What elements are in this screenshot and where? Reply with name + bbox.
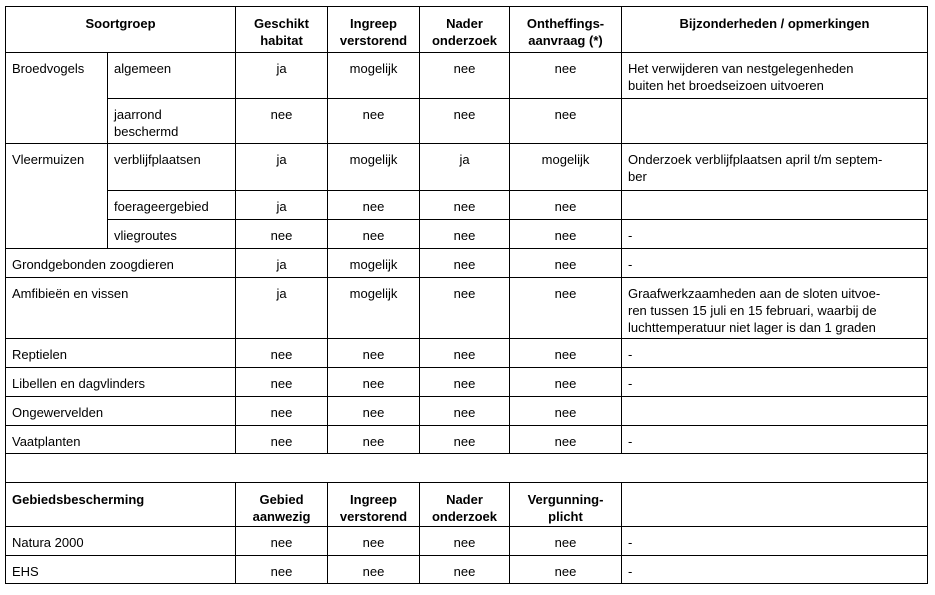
species-protection-table: [5, 6, 928, 584]
intervention-cell: mogelijk: [328, 278, 420, 339]
table-row: [6, 339, 928, 368]
group-cell: Libellen en dagvlinders: [6, 368, 236, 397]
spacer-cell: [6, 454, 928, 483]
remarks-cell: -: [622, 339, 928, 368]
header-habitat: Geschikt habitat: [236, 7, 328, 53]
habitat-cell: ja: [236, 278, 328, 339]
intervention-cell: nee: [328, 527, 420, 556]
remarks-cell: -: [622, 368, 928, 397]
table-row: [6, 53, 928, 99]
header-soortgroep: Soortgroep: [6, 7, 236, 53]
intervention-cell: nee: [328, 426, 420, 454]
remarks-cell: -: [622, 527, 928, 556]
exemption-cell: nee: [510, 278, 622, 339]
table-row: [6, 368, 928, 397]
research-cell: nee: [420, 191, 510, 220]
research-cell: nee: [420, 278, 510, 339]
habitat-cell: nee: [236, 397, 328, 426]
habitat-cell: nee: [236, 339, 328, 368]
group-cell: Ongewervelden: [6, 397, 236, 426]
group-cell: Broedvogels: [6, 53, 108, 144]
table-row: [6, 99, 928, 144]
exemption-cell: nee: [510, 368, 622, 397]
intervention-cell: mogelijk: [328, 249, 420, 278]
habitat-cell: ja: [236, 191, 328, 220]
header-gebiedsbescherming: Gebiedsbescherming: [6, 483, 236, 527]
habitat-cell: nee: [236, 220, 328, 249]
subgroup-cell: vliegroutes: [108, 220, 236, 249]
research-cell: nee: [420, 527, 510, 556]
intervention-cell: mogelijk: [328, 53, 420, 99]
research-cell: nee: [420, 53, 510, 99]
intervention-cell: nee: [328, 339, 420, 368]
intervention-cell: nee: [328, 368, 420, 397]
group-cell: Vaatplanten: [6, 426, 236, 454]
research-cell: ja: [420, 144, 510, 191]
group-cell: Amfibieën en vissen: [6, 278, 236, 339]
exemption-cell: nee: [510, 99, 622, 144]
spacer-row: [6, 454, 928, 483]
permit-cell: nee: [510, 527, 622, 556]
habitat-cell: nee: [236, 99, 328, 144]
research-cell: nee: [420, 339, 510, 368]
research-cell: nee: [420, 249, 510, 278]
intervention-cell: nee: [328, 556, 420, 584]
remarks-cell: [622, 191, 928, 220]
habitat-cell: ja: [236, 144, 328, 191]
table-row: [6, 527, 928, 556]
intervention-cell: mogelijk: [328, 144, 420, 191]
header-exemption: Ontheffings- aanvraag (*): [510, 7, 622, 53]
present-cell: nee: [236, 527, 328, 556]
exemption-cell: nee: [510, 339, 622, 368]
remarks-cell: -: [622, 220, 928, 249]
habitat-cell: ja: [236, 53, 328, 99]
remarks-cell: -: [622, 556, 928, 584]
exemption-cell: nee: [510, 426, 622, 454]
table-row: [6, 426, 928, 454]
intervention-cell: nee: [328, 191, 420, 220]
header-area-intervention: Ingreep verstorend: [328, 483, 420, 527]
table-row: [6, 220, 928, 249]
area-header-row: [6, 483, 928, 527]
remarks-cell: [622, 397, 928, 426]
header-intervention: Ingreep verstorend: [328, 7, 420, 53]
group-cell: EHS: [6, 556, 236, 584]
habitat-cell: ja: [236, 249, 328, 278]
group-cell: Reptielen: [6, 339, 236, 368]
exemption-cell: nee: [510, 249, 622, 278]
intervention-cell: nee: [328, 220, 420, 249]
research-cell: nee: [420, 368, 510, 397]
exemption-cell: nee: [510, 191, 622, 220]
research-cell: nee: [420, 556, 510, 584]
group-cell: Grondgebonden zoogdieren: [6, 249, 236, 278]
research-cell: nee: [420, 426, 510, 454]
research-cell: nee: [420, 397, 510, 426]
header-remarks: Bijzonderheden / opmerkingen: [622, 7, 928, 53]
intervention-cell: nee: [328, 99, 420, 144]
exemption-cell: mogelijk: [510, 144, 622, 191]
subgroup-cell: verblijfplaatsen: [108, 144, 236, 191]
permit-cell: nee: [510, 556, 622, 584]
table-row: [6, 397, 928, 426]
habitat-cell: nee: [236, 426, 328, 454]
group-cell: Natura 2000: [6, 527, 236, 556]
table-row: [6, 278, 928, 339]
header-area-research: Nader onderzoek: [420, 483, 510, 527]
header-research: Nader onderzoek: [420, 7, 510, 53]
present-cell: nee: [236, 556, 328, 584]
table-row: [6, 249, 928, 278]
habitat-cell: nee: [236, 368, 328, 397]
remarks-cell: Graafwerkzaamheden aan de sloten uitvoe- ren tussen 15 juli en 15 februari, waarbij de luchttemperatuur niet lager is dan 1 graden: [622, 278, 928, 339]
remarks-cell: -: [622, 426, 928, 454]
subgroup-cell: jaarrond beschermd: [108, 99, 236, 144]
header-area-permit: Vergunning- plicht: [510, 483, 622, 527]
subgroup-cell: foerageergebied: [108, 191, 236, 220]
intervention-cell: nee: [328, 397, 420, 426]
exemption-cell: nee: [510, 53, 622, 99]
remarks-cell: Het verwijderen van nestgelegenheden buiten het broedseizoen uitvoeren: [622, 53, 928, 99]
exemption-cell: nee: [510, 220, 622, 249]
table-row: [6, 556, 928, 584]
species-header-row: [6, 7, 928, 53]
table-row: [6, 144, 928, 191]
remarks-cell: Onderzoek verblijfplaatsen april t/m septem- ber: [622, 144, 928, 191]
group-cell: Vleermuizen: [6, 144, 108, 249]
research-cell: nee: [420, 220, 510, 249]
header-area-remarks: [622, 483, 928, 527]
header-area-present: Gebied aanwezig: [236, 483, 328, 527]
exemption-cell: nee: [510, 397, 622, 426]
remarks-cell: [622, 99, 928, 144]
table-row: [6, 191, 928, 220]
research-cell: nee: [420, 99, 510, 144]
remarks-cell: -: [622, 249, 928, 278]
subgroup-cell: algemeen: [108, 53, 236, 99]
